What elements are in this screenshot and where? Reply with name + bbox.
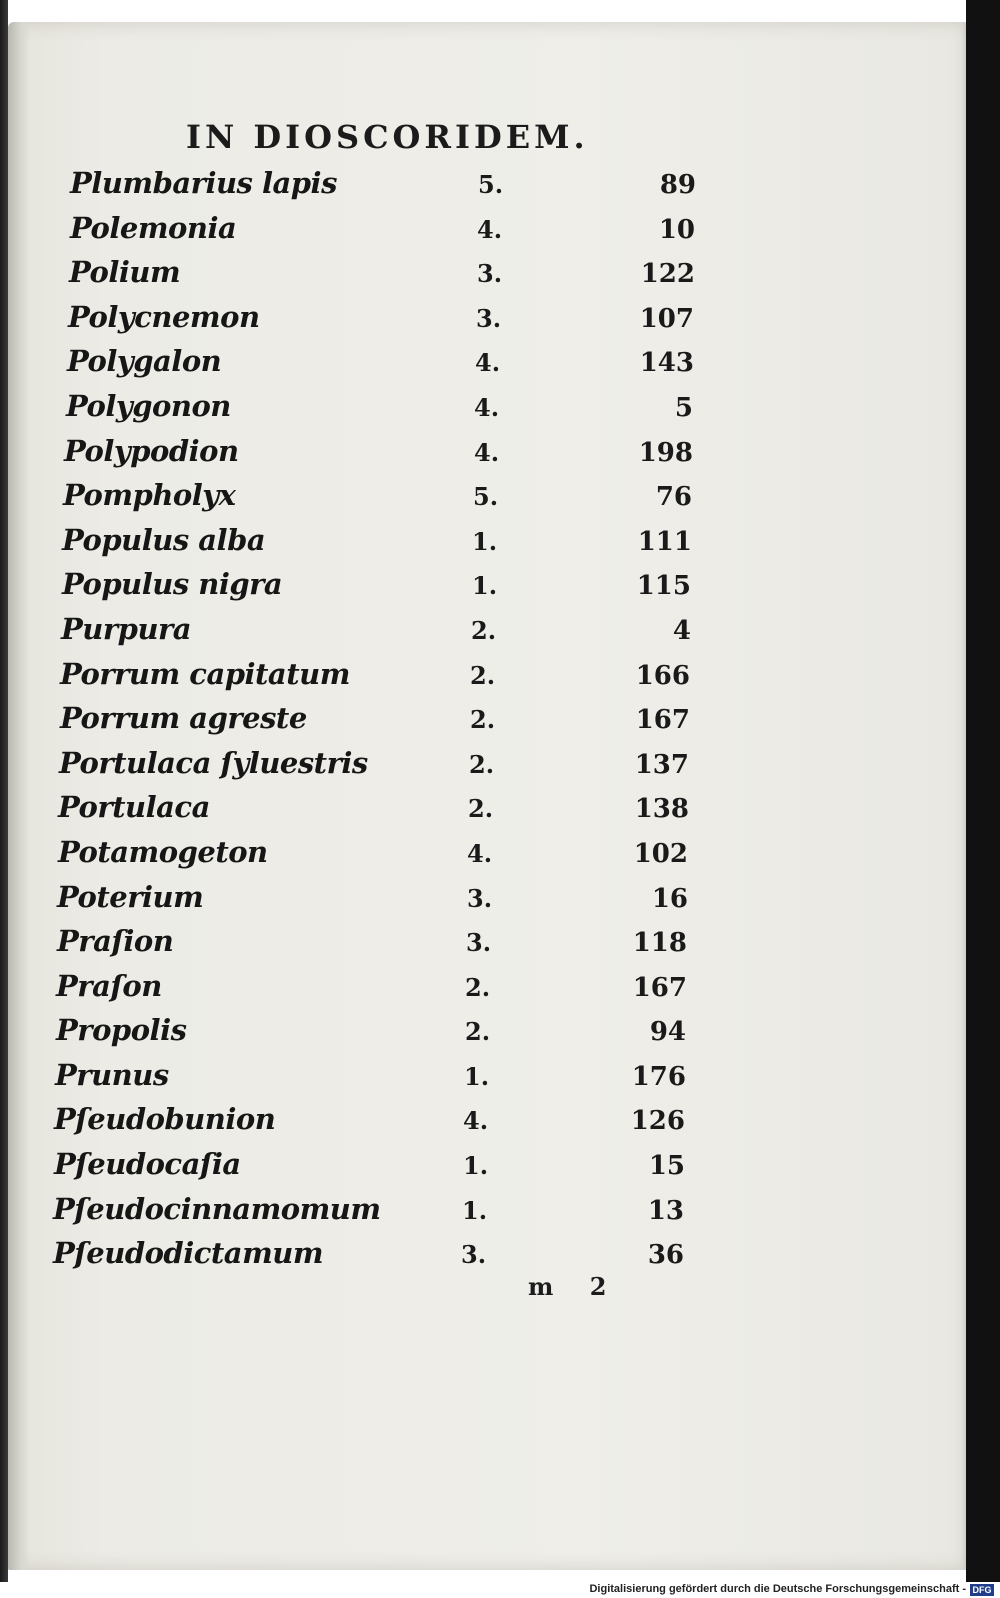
entry-book-number: 3. xyxy=(461,1240,487,1270)
table-row xyxy=(8,1145,968,1190)
entry-name: Pompholyx xyxy=(63,478,236,513)
table-row xyxy=(8,298,968,343)
entry-book-number: 4. xyxy=(467,838,493,868)
entry-book-number: 1. xyxy=(462,1195,488,1225)
entry-chapter-number: 137 xyxy=(634,749,689,780)
table-row xyxy=(8,878,968,923)
entry-name: Polypodion xyxy=(64,433,239,468)
entry-name: Polygonon xyxy=(66,388,231,423)
entry-name: Portulaca ſyluestris xyxy=(59,745,368,780)
entry-book-number: 1. xyxy=(463,1151,489,1181)
entry-chapter-number: 166 xyxy=(635,660,690,691)
entry-chapter-number: 10 xyxy=(658,214,695,245)
entry-name: Porrum agreste xyxy=(60,701,307,736)
entry-book-number: 2. xyxy=(471,615,497,645)
table-row xyxy=(8,1234,968,1279)
entry-chapter-number: 76 xyxy=(655,482,692,513)
entry-book-number: 2. xyxy=(468,794,494,824)
entry-book-number: 1. xyxy=(464,1061,490,1091)
entry-name: Polium xyxy=(69,255,181,290)
entry-book-number: 4. xyxy=(474,437,500,467)
entry-book-number: 4. xyxy=(474,392,500,422)
table-row xyxy=(8,833,968,878)
entry-name: Prunus xyxy=(55,1057,169,1092)
table-row xyxy=(8,744,968,789)
entry-chapter-number: 36 xyxy=(647,1240,684,1271)
dfg-logo-icon: DFG xyxy=(970,1584,994,1596)
table-row xyxy=(8,164,968,209)
entry-book-number: 2. xyxy=(470,705,496,735)
digitization-credit: Digitalisierung gefördert durch die Deutsche Forschungsgemeinschaft - xyxy=(589,1583,966,1595)
entry-chapter-number: 167 xyxy=(635,705,690,736)
table-row xyxy=(8,788,968,833)
entry-name: Populus alba xyxy=(62,522,266,557)
entry-book-number: 3. xyxy=(467,883,493,913)
entry-name: Pſeudocinnamomum xyxy=(53,1191,381,1226)
entry-chapter-number: 118 xyxy=(632,928,687,959)
table-row xyxy=(8,1056,968,1101)
book-cover-right-edge xyxy=(966,0,1000,1582)
entry-chapter-number: 143 xyxy=(639,348,694,379)
entry-book-number: 1. xyxy=(472,571,498,601)
signature-mark: m 2 xyxy=(528,1272,621,1301)
table-row xyxy=(8,699,968,744)
entry-chapter-number: 13 xyxy=(647,1195,684,1226)
entry-chapter-number: 89 xyxy=(659,170,696,200)
entry-chapter-number: 198 xyxy=(638,437,693,468)
table-row xyxy=(8,610,968,655)
entry-chapter-number: 176 xyxy=(631,1061,686,1092)
table-row xyxy=(8,967,968,1012)
table-row xyxy=(8,655,968,700)
entry-book-number: 2. xyxy=(465,1017,491,1047)
table-row xyxy=(8,432,968,477)
entry-chapter-number: 16 xyxy=(651,883,688,914)
entry-book-number: 5. xyxy=(473,482,499,512)
entry-book-number: 2. xyxy=(465,972,491,1002)
entry-book-number: 3. xyxy=(476,303,502,333)
table-row xyxy=(8,387,968,432)
entry-book-number: 5. xyxy=(478,170,504,199)
entry-name: Plumbarius lapis xyxy=(70,166,337,200)
entry-name: Praſon xyxy=(56,968,162,1003)
entry-book-number: 3. xyxy=(466,928,492,958)
entry-chapter-number: 167 xyxy=(632,972,687,1003)
entry-name: Polemonia xyxy=(70,210,237,245)
entry-chapter-number: 138 xyxy=(634,794,689,825)
entry-chapter-number: 102 xyxy=(633,838,688,869)
table-row xyxy=(8,1100,968,1145)
running-head: IN DIOSCORIDEM. xyxy=(186,118,589,156)
entry-book-number: 4. xyxy=(475,348,501,378)
entry-book-number: 2. xyxy=(470,660,496,690)
entry-chapter-number: 107 xyxy=(639,303,694,334)
table-row xyxy=(8,476,968,521)
entry-book-number: 1. xyxy=(472,526,498,556)
entry-chapter-number: 15 xyxy=(648,1151,685,1182)
table-row xyxy=(8,253,968,298)
index-entries xyxy=(8,164,968,1279)
entry-name: Porrum capitatum xyxy=(60,656,350,691)
entry-chapter-number: 4 xyxy=(672,615,691,646)
entry-name: Pſeudobunion xyxy=(54,1102,276,1137)
entry-chapter-number: 94 xyxy=(649,1017,686,1048)
entry-chapter-number: 111 xyxy=(637,526,692,557)
entry-name: Potamogeton xyxy=(58,834,268,869)
entry-book-number: 4. xyxy=(463,1106,489,1136)
table-row xyxy=(8,521,968,566)
entry-book-number: 4. xyxy=(477,214,503,244)
table-row xyxy=(8,209,968,254)
entry-name: Portulaca xyxy=(58,790,210,825)
book-cover-left-edge xyxy=(0,0,8,1582)
entry-name: Propolis xyxy=(56,1013,187,1048)
table-row xyxy=(8,922,968,967)
entry-name: Praſion xyxy=(57,924,174,959)
entry-name: Pſeudodictamum xyxy=(53,1236,324,1271)
entry-chapter-number: 5 xyxy=(674,392,693,423)
entry-chapter-number: 126 xyxy=(630,1106,685,1137)
entry-chapter-number: 115 xyxy=(636,571,691,602)
entry-name: Pſeudocaſia xyxy=(54,1147,241,1182)
entry-name: Polygalon xyxy=(67,344,222,379)
book-page xyxy=(8,22,968,1570)
entry-book-number: 3. xyxy=(477,259,503,289)
table-row xyxy=(8,342,968,387)
entry-chapter-number: 122 xyxy=(640,259,695,290)
table-row xyxy=(8,565,968,610)
entry-name: Purpura xyxy=(61,611,192,646)
table-row xyxy=(8,1190,968,1235)
entry-name: Poterium xyxy=(57,879,204,914)
entry-name: Populus nigra xyxy=(62,567,283,602)
top-margin xyxy=(0,0,1000,22)
entry-book-number: 2. xyxy=(469,749,495,779)
table-row xyxy=(8,1011,968,1056)
entry-name: Polycnemon xyxy=(68,299,260,334)
